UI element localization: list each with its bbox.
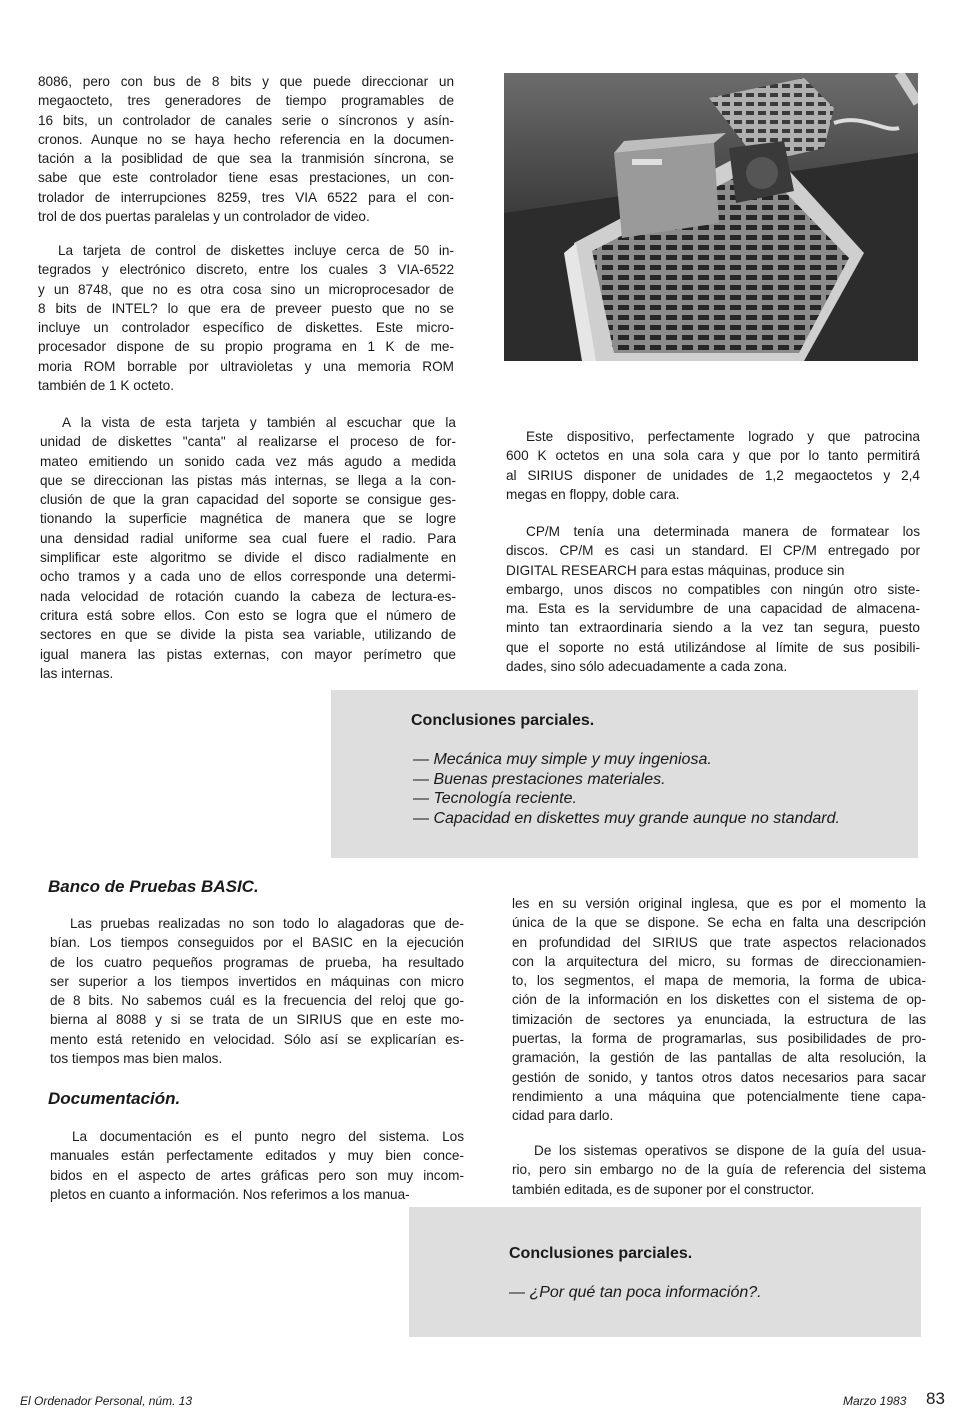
footer-publication: El Ordenador Personal, núm. 13 bbox=[20, 1394, 193, 1408]
text-line: Este dispositivo, perfectamente logrado y que patrocina bbox=[526, 429, 920, 444]
text-line: una densidad radial uniforme sea cual fuere el radio. Para bbox=[40, 530, 456, 546]
text-line: CP/M tenía una determinada manera de formatear los bbox=[526, 524, 920, 539]
text-line: minto tan extraordinaria siendo a la vez tan segura, puesto bbox=[506, 620, 920, 636]
text-line: ser superior a los tiempos invertidos en máquinas con micro bbox=[50, 973, 464, 989]
text-line: en profundidad del SIRIUS que trate aspectos relacionados bbox=[512, 934, 926, 950]
text-line: también editada, es de suponer por el constructor. bbox=[512, 1181, 815, 1197]
text-line: La documentación es el punto negro del sistema. Los bbox=[72, 1129, 464, 1144]
basic-section-heading: Banco de Pruebas BASIC. bbox=[48, 877, 259, 896]
text-line: sectores en que se divide la pista sea variable, utilizando de bbox=[40, 627, 456, 643]
text-line: igual manera las pistas externas, con mayor perímetro que bbox=[40, 646, 456, 662]
text-line: tegrados y electrónico discreto, entre los cuales 3 VIA-6522 bbox=[38, 262, 454, 278]
conclusion-item: — Buenas prestaciones materiales. bbox=[413, 770, 666, 788]
text-line: mateo emitiendo un sonido cada vez más agudo a medida bbox=[40, 453, 456, 469]
text-line: Las pruebas realizadas no son todo lo alagadoras que de- bbox=[70, 916, 464, 931]
text-line: tación a la posiblidad de que sea la tranmisión síncrona, se bbox=[38, 151, 454, 167]
conclusion-item: — Capacidad en diskettes muy grande aunque no standard. bbox=[413, 809, 840, 827]
text-line: manuales están perfectamente editados y muy bien conce- bbox=[50, 1148, 464, 1164]
text-line: de 8 bits. No sabemos cuál es la frecuencia del reloj que go- bbox=[50, 993, 464, 1009]
text-line: simplificar este algoritmo se divide el disco radialmente en bbox=[40, 550, 456, 566]
text-line: dades, sino sólo adecuadamente a cada zona. bbox=[506, 659, 788, 675]
text-line: de los cuatro pequeños programas de prueba, ha resultado bbox=[50, 954, 464, 970]
text-line: gestión de sonido, y tantos otros datos necesarios para sacar bbox=[512, 1069, 926, 1085]
text-line: procesador dispone de su propio programa en 1 K de me- bbox=[38, 339, 454, 355]
text-line: gramación, la gestión de las pantallas de alta resolución, la bbox=[512, 1050, 926, 1066]
basic-section-para bbox=[50, 914, 464, 1068]
text-line: única de la que se dispone. Se echa en falta una descripción bbox=[512, 915, 926, 931]
text-line: cidad para darlo. bbox=[512, 1108, 614, 1124]
text-line: 16 bits, un controlador de canales serie o síncronos y asín- bbox=[38, 112, 454, 128]
text-line: 8 bits de INTEL? lo que era de preveer puesto que no se bbox=[38, 300, 454, 316]
text-line: megaocteto, tres generadores de tiempo programables de bbox=[38, 93, 454, 109]
text-line: moria ROM borrable por ultravioletas y una memoria ROM bbox=[38, 358, 454, 374]
text-line: trol de dos puertas paralelas y un controlador de video. bbox=[38, 209, 370, 225]
conclusions-box-2-title: Conclusiones parciales. bbox=[509, 1245, 693, 1262]
text-line: mento está retenido en velocidad. Sólo así se explicarían es- bbox=[50, 1031, 464, 1047]
text-line: La tarjeta de control de diskettes incluye cerca de 50 in- bbox=[58, 243, 454, 258]
text-line: 8086, pero con bus de 8 bits y que puede direccionar un bbox=[38, 74, 454, 89]
text-line: que el soporte no está utilizándose al límite de sus posibili- bbox=[506, 639, 920, 655]
documentation-para bbox=[50, 1127, 464, 1204]
text-line: to, los segmentos, el mapa de memoria, la forma de ubica- bbox=[512, 973, 926, 989]
right-bottom-para-1 bbox=[512, 894, 926, 1126]
documentation-heading: Documentación. bbox=[48, 1089, 181, 1108]
text-line: cronos. Aunque no se haya hecho referencia en la documen- bbox=[38, 131, 454, 147]
text-line: unidad de diskettes "canta" al realizarse el proceso de for- bbox=[40, 434, 456, 450]
text-line: también de 1 K octeto. bbox=[38, 378, 175, 394]
right-para-1 bbox=[506, 427, 920, 504]
text-line: clusión de que la gran capacidad del soporte se consigue ges- bbox=[40, 492, 456, 508]
text-line: al SIRIUS disponer de unidades de 1,2 megaoctetos y 2,4 bbox=[506, 467, 920, 483]
text-line: con la arquitectura del micro, su formas de direccionamien- bbox=[512, 953, 926, 969]
text-line: bían. Los tiempos conseguidos por el BASIC en la ejecución bbox=[50, 935, 464, 951]
text-line: 600 K octetos en una sola cara y que por lo tanto permitirá bbox=[506, 448, 920, 464]
left-para-3 bbox=[40, 413, 456, 683]
conclusion-item: — ¿Por qué tan poca información?. bbox=[509, 1284, 762, 1301]
text-line: ocho tramos y a cada uno de ellos corresponde una determi- bbox=[40, 569, 456, 585]
conclusions-box-2-list bbox=[509, 1283, 762, 1303]
text-line: critura está sobre ellos. Con esto se logra que el número de bbox=[40, 607, 456, 623]
conclusions-box-1-title: Conclusiones parciales. bbox=[411, 712, 595, 729]
page-number: 83 bbox=[926, 1389, 945, 1408]
text-line: DIGITAL RESEARCH para estas máquinas, produce sin bbox=[506, 562, 845, 578]
left-para-2 bbox=[38, 241, 454, 395]
text-line: sabe que este controlador tiene esas prestaciones, un con- bbox=[38, 170, 454, 186]
text-line: bidos en el aspecto de artes gráficas pero son muy incom- bbox=[50, 1167, 464, 1183]
text-line: rio, pero sin embargo no de la guía de referencia del sistema bbox=[512, 1162, 926, 1178]
footer-date: Marzo 1983 bbox=[843, 1394, 907, 1408]
text-line: tos tiempos mas bien malos. bbox=[50, 1051, 223, 1067]
text-line: las internas. bbox=[40, 665, 114, 681]
text-line: megas en floppy, doble cara. bbox=[506, 486, 680, 502]
text-line: puertas, la forma de programarlas, sus posibilidades de pro- bbox=[512, 1031, 926, 1047]
text-line: A la vista de esta tarjeta y también al escuchar que la bbox=[62, 415, 456, 430]
right-para-2 bbox=[506, 522, 920, 676]
text-line: tionando la superficie magnética de manera que se logre bbox=[40, 511, 456, 527]
left-para-1 bbox=[38, 72, 454, 226]
text-line: timización de sectores ya enunciada, la estructura de las bbox=[512, 1011, 926, 1027]
text-line: embargo, unos discos no compatibles con ningún otro siste- bbox=[506, 581, 920, 597]
text-line: ción de la información en los diskettes con el sistema de op- bbox=[512, 992, 926, 1008]
text-line: les en su versión original inglesa, que es por el momento la bbox=[512, 896, 926, 911]
text-line: bierna al 8088 y si se trata de un SIRIUS que en este mo- bbox=[50, 1012, 464, 1028]
conclusions-box-2 bbox=[409, 1207, 921, 1337]
disk-controller-photo bbox=[504, 73, 918, 361]
text-line: discos. CP/M es casi un standard. El CP/M entregado por bbox=[506, 543, 920, 559]
conclusions-box-1-list bbox=[413, 750, 840, 828]
photo-illustration bbox=[504, 73, 918, 361]
conclusion-item: — Tecnología reciente. bbox=[413, 790, 577, 807]
conclusion-item: — Mecánica muy simple y muy ingeniosa. bbox=[413, 751, 712, 768]
text-line: y un 8748, que no es otra cosa sino un microprocesador de bbox=[38, 281, 454, 297]
text-line: ma. Esta es la servidumbre de una capacidad de almacena- bbox=[506, 601, 920, 617]
conclusions-box-1 bbox=[331, 690, 918, 858]
text-line: De los sistemas operativos se dispone de la guía del usua- bbox=[534, 1143, 926, 1158]
text-line: trolador de interrupciones 8259, tres VIA 6522 para el con- bbox=[38, 189, 454, 205]
right-bottom-para-2 bbox=[512, 1141, 926, 1199]
text-line: rendimiento a una máquina que potencialmente tiene capa- bbox=[512, 1088, 926, 1104]
text-line: nada velocidad de rotación cuando la cabeza de lectura-es- bbox=[40, 588, 456, 604]
text-line: pletos en cuanto a información. Nos referimos a los manua- bbox=[50, 1186, 410, 1202]
text-line: incluye un controlador específico de diskettes. Este micro- bbox=[38, 320, 454, 336]
text-line: que se direccionan las pistas más internas, se llega a la con- bbox=[40, 472, 456, 488]
